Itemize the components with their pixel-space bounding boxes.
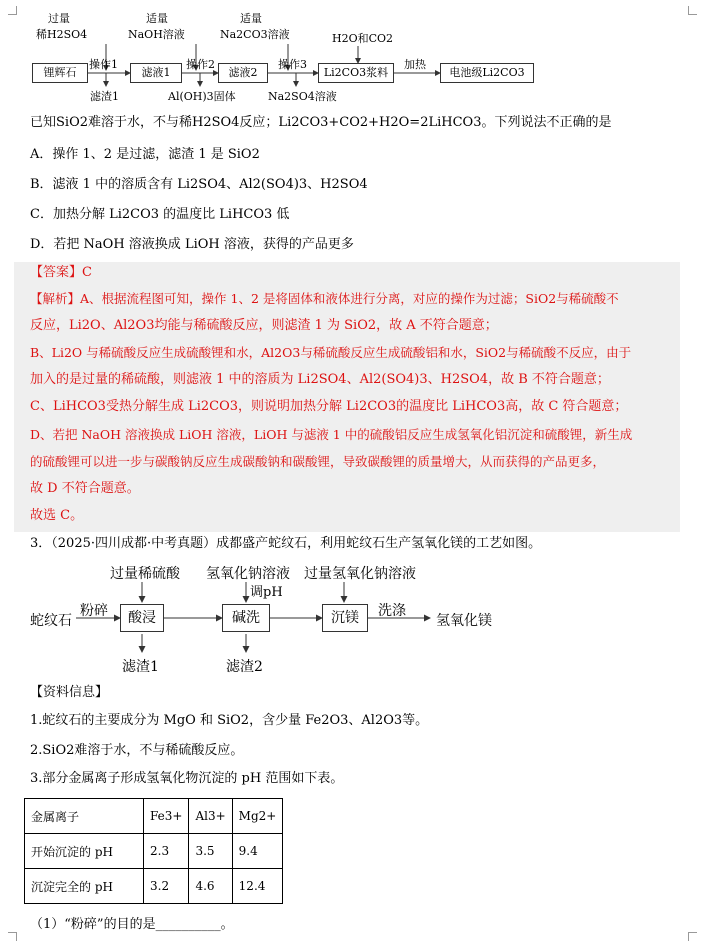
- start-material: 蛇纹石: [30, 613, 72, 629]
- step-label-1: 操作1: [89, 58, 118, 71]
- flow-box-mg-precip: 沉镁: [322, 604, 368, 632]
- step-label-4: 加热: [404, 58, 426, 71]
- analysis-line: 的硫酸锂可以进一步与碳酸钠反应生成碳酸钠和碳酸锂，导致碳酸锂的质量增大，从而获得的产品更多，: [30, 454, 606, 469]
- analysis-line: B、Li2O 与稀硫酸反应生成硫酸锂和水，Al2O3与稀硫酸反应生成硫酸铝和水，SiO2与稀硫酸不反应，由于: [30, 345, 632, 360]
- table-cell: 12.4: [232, 869, 283, 904]
- question-3-stem: 3．（2025·四川成都·中考真题）成都盛产蛇纹石，利用蛇纹石生产氢氧化镁的工艺如图。: [30, 536, 542, 551]
- analysis-line: 加入的是过量的稀硫酸，则滤液 1 中的溶质为 Li2SO4、Al2(SO4)3、H2SO4，故 B 不符合题意；: [30, 372, 610, 387]
- flow-box-ore: 锂辉石: [32, 63, 88, 83]
- byproduct-2: Al(OH)3固体: [168, 90, 236, 103]
- flow-box-filtrate-1: 滤液1: [130, 63, 182, 83]
- step-wash: 洗涤: [378, 603, 406, 619]
- ph-table: [24, 798, 283, 904]
- table-cell: 开始沉淀的 pH: [25, 834, 144, 869]
- end-product: 氢氧化镁: [436, 613, 492, 629]
- step-label-2: 操作2: [186, 58, 215, 71]
- info-title: 【资料信息】: [30, 685, 109, 700]
- reagent-2-name: NaOH溶液: [128, 28, 185, 41]
- reagent-excess-naoh: 过量氢氧化钠溶液: [304, 566, 416, 582]
- reagent-acid: 过量稀硫酸: [110, 566, 180, 582]
- adjust-ph-label: 调pH: [250, 585, 283, 600]
- analysis-line: D、若把 NaOH 溶液换成 LiOH 溶液，LiOH 与滤液 1 中的硫酸铝反应生成氢氧化铝沉淀和硫酸锂，新生成: [30, 427, 633, 442]
- question-2-stem: 已知SiO2难溶于水，不与稀H2SO4反应；Li2CO3+CO2+H2O=2LiHCO3。下列说法不正确的是: [30, 115, 612, 130]
- reagent-3-label: 适量: [240, 12, 262, 25]
- flow-box-alkali-wash: 碱洗: [222, 604, 270, 632]
- flow-box-product: 电池级Li2CO3: [440, 63, 534, 83]
- analysis-line: 【解析】A、根据流程图可知，操作 1、2 是将固体和液体进行分离，对应的操作为过滤；SiO2与稀硫酸不: [30, 291, 619, 306]
- reagent-3-name: Na2CO3溶液: [220, 28, 290, 41]
- info-line-2: 2.SiO2难溶于水，不与稀硫酸反应。: [30, 743, 244, 758]
- answer-label: 【答案】C: [30, 265, 92, 280]
- table-row: [25, 869, 283, 904]
- reagent-naoh: 氢氧化钠溶液: [206, 566, 290, 582]
- option-d: D．若把 NaOH 溶液换成 LiOH 溶液，获得的产品更多: [30, 237, 354, 252]
- residue-2: 滤渣2: [226, 659, 263, 675]
- option-c: C．加热分解 Li2CO3 的温度比 LiHCO3 低: [30, 207, 290, 222]
- byproduct-3: Na2SO4溶液: [268, 90, 337, 103]
- table-cell: 沉淀完全的 pH: [25, 869, 144, 904]
- table-header-cell: Fe3+: [144, 799, 189, 834]
- sub-question-1: （1）“粉碎”的目的是__________。: [30, 917, 234, 932]
- table-cell: 3.2: [144, 869, 189, 904]
- table-header-row: [25, 799, 283, 834]
- analysis-line: C、LiHCO3受热分解生成 Li2CO3，则说明加热分解 Li2CO3的温度比 LiHCO3高，故 C 符合题意；: [30, 399, 628, 414]
- flow-box-slurry: Li2CO3浆料: [318, 63, 394, 83]
- step-crush: 粉碎: [80, 603, 108, 619]
- table-header-cell: 金属离子: [25, 799, 144, 834]
- corner-mark: [688, 932, 697, 941]
- analysis-line: 反应，Li2O、Al2O3均能与稀硫酸反应，则滤渣 1 为 SiO2，故 A 不符合题意；: [30, 318, 498, 333]
- info-line-1: 1.蛇纹石的主要成分为 MgO 和 SiO2，含少量 Fe2O3、Al2O3等。: [30, 713, 429, 728]
- info-line-3: 3.部分金属离子形成氢氧化物沉淀的 pH 范围如下表。: [30, 771, 344, 786]
- table-cell: 2.3: [144, 834, 189, 869]
- analysis-line: 故选 C。: [30, 508, 84, 523]
- table-cell: 4.6: [189, 869, 232, 904]
- table-header-cell: Al3+: [189, 799, 232, 834]
- table-cell: 3.5: [189, 834, 232, 869]
- flow-box-acid-leach: 酸浸: [120, 604, 164, 632]
- option-b: B．滤液 1 中的溶质含有 Li2SO4、Al2(SO4)3、H2SO4: [30, 177, 368, 192]
- reagent-1-name: 稀H2SO4: [36, 28, 88, 41]
- table-header-cell: Mg2+: [232, 799, 283, 834]
- analysis-line: 故 D 不符合题意。: [30, 481, 140, 496]
- corner-mark: [8, 932, 17, 941]
- byproduct-1: 滤渣1: [90, 90, 119, 103]
- reagent-4-name: H2O和CO2: [332, 32, 394, 45]
- residue-1: 滤渣1: [122, 659, 159, 675]
- option-a: A．操作 1、2 是过滤，滤渣 1 是 SiO2: [30, 147, 260, 162]
- table-row: [25, 834, 283, 869]
- reagent-2-label: 适量: [146, 12, 168, 25]
- flow-box-filtrate-2: 滤液2: [218, 63, 268, 83]
- reagent-1-label: 过量: [48, 12, 70, 25]
- step-label-3: 操作3: [278, 58, 307, 71]
- table-cell: 9.4: [232, 834, 283, 869]
